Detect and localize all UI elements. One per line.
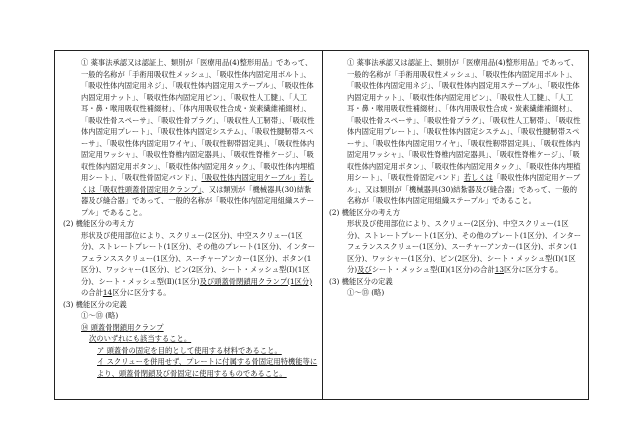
comparison-table (54, 50, 589, 400)
right-para1: ① 薬事法承認又は認証上、類別が「医療用品(4)整形用品」であって、一般的名称が「手術用吸収性メッシュ」、「吸収性体内固定用ボルト」、「吸収性体内固定用ネジ」、「吸収性体内固定用ステープル」、「吸収性体内固定用ナット」、「吸収性体内固定用ピン」、「吸収性人工腱」、「人工耳・鼻・喉用吸収性補綴材」、「体内用吸収性合成・炭素繊維補綴材」、「吸収性骨スペーサ」、「吸収性骨プラグ」、「吸収性人工靭帯」、「吸収性体内固定用プレート」、「吸収性体内固定システム」、「吸収性腱靭帯スペーサ」、「吸収性体内固定用ワイヤ」、「吸収性靭帯固定具」、「吸収性体内固定用ワッシャ」、「吸収性脊椎内固定器具」、「吸収性脊椎ケージ」、「吸収性体内固定用ボタン」、「吸収性体内固定用タック」、「吸収性体内埋植用シート」、「吸収性骨固定バンド」若しくは「吸収性体内固定用ケーブル」、又は類別が「機械器具(30)結紮器及び縫合器」であって、一般的名称が「吸収性体内固定用組織ステープル」であること。 (347, 58, 581, 205)
left-item14-a: ア 頭蓋骨の固定を目的として使用する材料であること。 (97, 345, 282, 355)
column-divider (322, 51, 323, 399)
left-sec3-head: (3) 機能区分の定義 (63, 299, 127, 309)
left-item14-b: イ スクリューを併用せず、プレートに付属する骨固定用特機能等により、頭蓋骨閉鎖及び骨固定に使用するものであること。 (97, 357, 318, 378)
revised-column (63, 57, 318, 379)
left-item14-lead: 次のいずれにも該当すること。 (89, 334, 192, 343)
right-sec2-head: (2) 機能区分の考え方 (329, 207, 401, 217)
left-item14-title: ⑭ 頭蓋骨閉鎖用クランプ (81, 322, 164, 332)
right-sec3-head: (3) 機能区分の定義 (329, 276, 393, 286)
left-para1: ① 薬事法承認又は認証上、類別が「医療用品(4)整形用品」であって、一般的名称が「手術用吸収性メッシュ」、「吸収性体内固定用ボルト」、「吸収性体内固定用ネジ」、「吸収性体内固定用ステープル」、「吸収性体内固定用ナット」、「吸収性体内固定用ピン」、「吸収性人工腱」、「人工耳・鼻・喉用吸収性補綴材」、「体内用吸収性合成・炭素繊維補綴材」、「吸収性骨スペーサ」、「吸収性骨プラグ」、「吸収性人工靭帯」、「吸収性体内固定用プレート」、「吸収性体内固定システム」、「吸収性腱靭帯スペーサ」、「吸収性体内固定用ワイヤ」、「吸収性靭帯固定具」、「吸収性体内固定用ワッシャ」、「吸収性脊椎内固定器具」、「吸収性脊椎ケージ」、「吸収性体内固定用ボタン」、「吸収性体内固定用タック」、「吸収性体内埋植用シート」、「吸収性骨固定バンド」、「吸収性体内固定用ケーブル」若しくは「吸収性頭蓋骨固定用クランプ」、又は類別が「機械器具(30)結紮器及び縫合器」であって、一般的名称が「吸収性体内固定用組織ステープル」であること。 (81, 58, 315, 217)
left-sec3-range: ①～⑬ (略) (81, 311, 119, 320)
left-sec2-body: 形状及び使用部位により、スクリュー(2区分)、中空スクリュー(1区分)、ストレートプレート(1区分)、その他のプレート(1区分)、インターフェランススクリュー(1区分)、スーチャーアンカー(1区分)、ボタン(1区分)、ワッシャー(1区分)、ピン(2区分)、シート・メッシュ型(Ⅰ)(1区分)、シート・メッシュ型(Ⅱ)(1区分)及び頭蓋骨閉鎖用クランプ(1区分)の合計14区分に区分する。 (81, 230, 316, 297)
right-sec3-range: ①～⑬ (略) (347, 288, 385, 297)
left-sec2-head: (2) 機能区分の考え方 (63, 219, 135, 228)
current-column (329, 57, 584, 299)
right-sec2-body: 形状及び使用部位により、スクリュー(2区分)、中空スクリュー(1区分)、ストレートプレート(1区分)、その他のプレート(1区分)、インターフェランススクリュー(1区分)、スーチャーアンカー(1区分)、ボタン(1区分)、ワッシャー(1区分)、ピン(2区分)、シート・メッシュ型(Ⅰ)(1区分)及びシート・メッシュ型(Ⅱ)(1区分)の合計13区分に区分する。 (347, 219, 582, 274)
